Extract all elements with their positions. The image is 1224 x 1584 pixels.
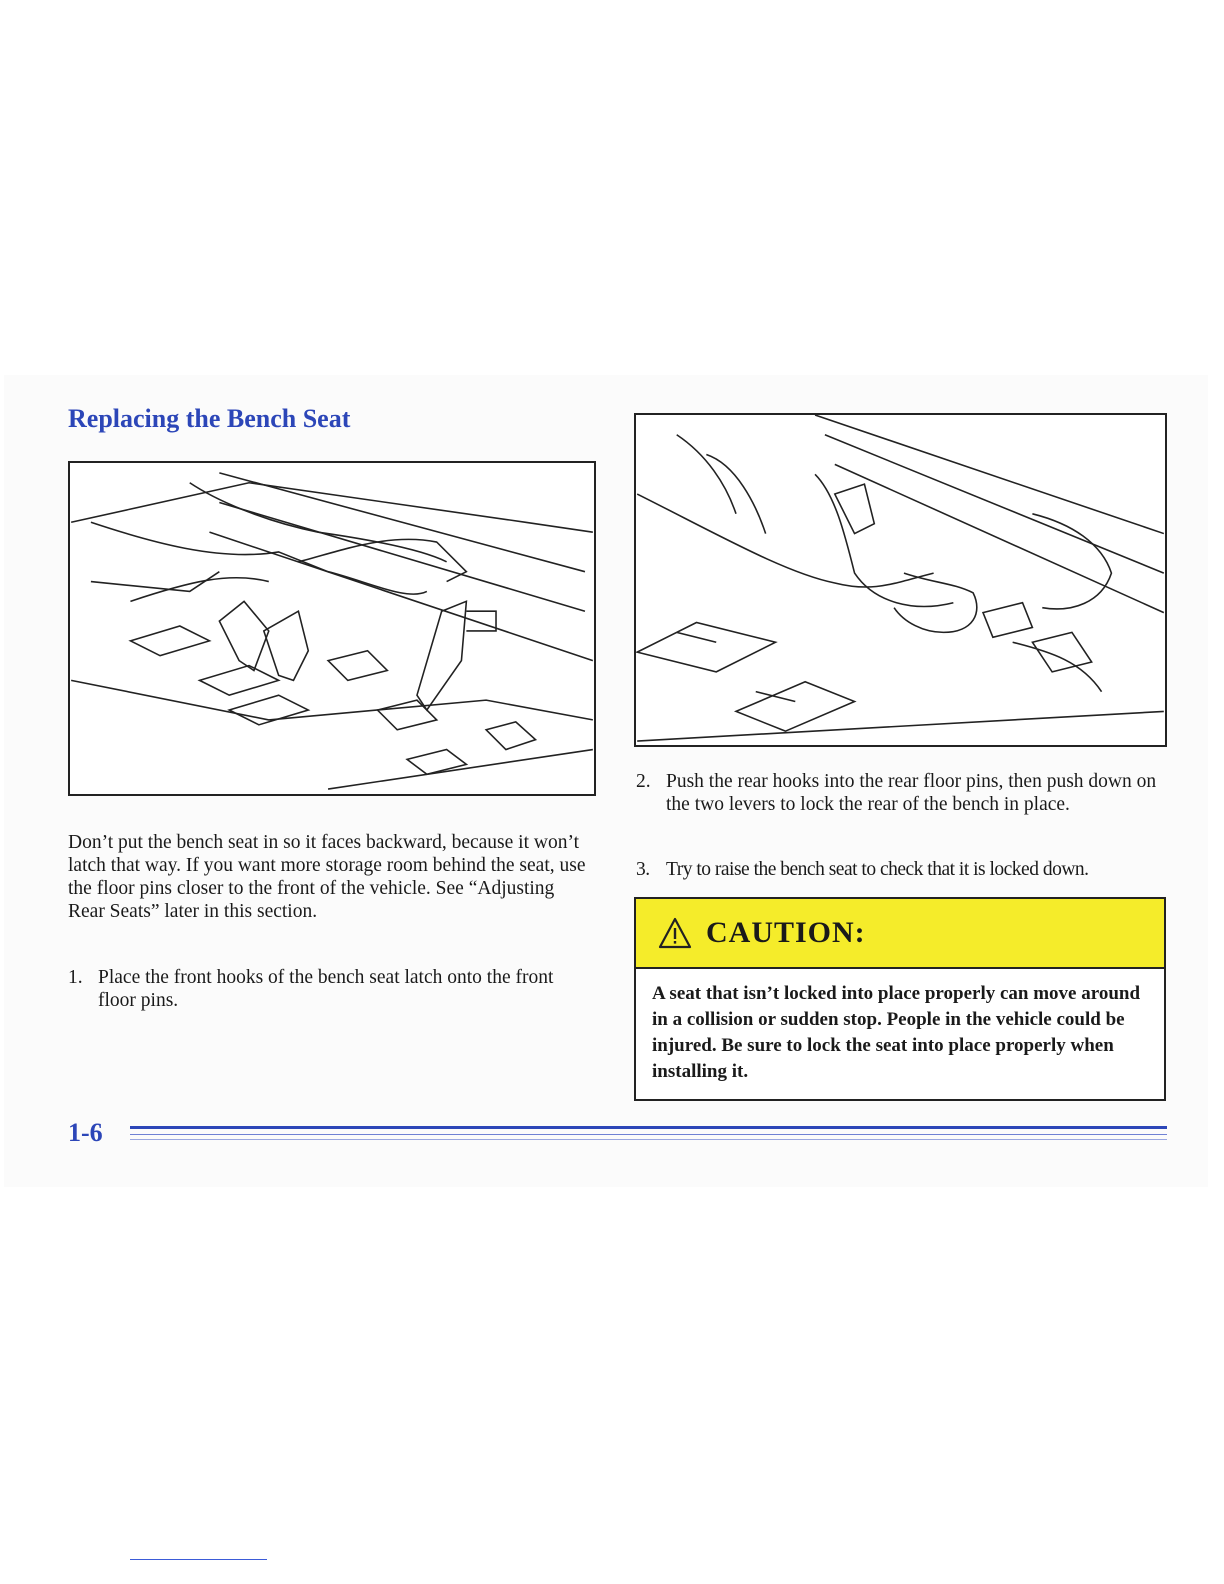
illustration-front-hooks — [68, 461, 596, 796]
front-hooks-drawing — [70, 463, 594, 794]
step-text: Push the rear hooks into the rear floor pins, then push down on the two levers to lock the rear of the bench in place. — [666, 771, 1157, 815]
step-number: 1. — [68, 967, 83, 988]
step-number: 2. — [636, 771, 651, 792]
footer-rule — [130, 1139, 1167, 1140]
caution-header — [636, 899, 1164, 969]
intro-paragraph: Don’t put the bench seat in so it faces backward, because it won’t latch that way. If you want more storage room behind the seat, use the floor pins closer to the front of the vehicle. See “Adjusting Rear Seats” later in this section. — [68, 832, 586, 922]
footer-link-underline — [130, 1559, 267, 1560]
footer-rule — [130, 1134, 1167, 1135]
step-item — [636, 858, 1171, 881]
step-text: Place the front hooks of the bench seat latch onto the front floor pins. — [98, 967, 554, 1011]
step-number: 3. — [636, 859, 650, 880]
caution-box — [634, 897, 1166, 1101]
page-number: 1-6 — [68, 1118, 103, 1147]
illustration-rear-levers — [634, 413, 1167, 747]
step-item — [636, 770, 1166, 816]
caution-text: A seat that isn’t locked into place properly can move around in a collision or sudden stop. People in the vehicle could be injured. Be sure to lock the seat into place properly when installing it. — [652, 983, 1141, 1082]
step-text: Try to raise the bench seat to check that it is locked down. — [666, 859, 1089, 880]
rear-levers-drawing — [636, 415, 1165, 745]
caution-title: CAUTION: — [706, 916, 866, 949]
step-item — [68, 966, 594, 1012]
section-heading: Replacing the Bench Seat — [68, 404, 351, 433]
footer-rule — [130, 1126, 1167, 1129]
warning-triangle-icon — [658, 917, 692, 949]
